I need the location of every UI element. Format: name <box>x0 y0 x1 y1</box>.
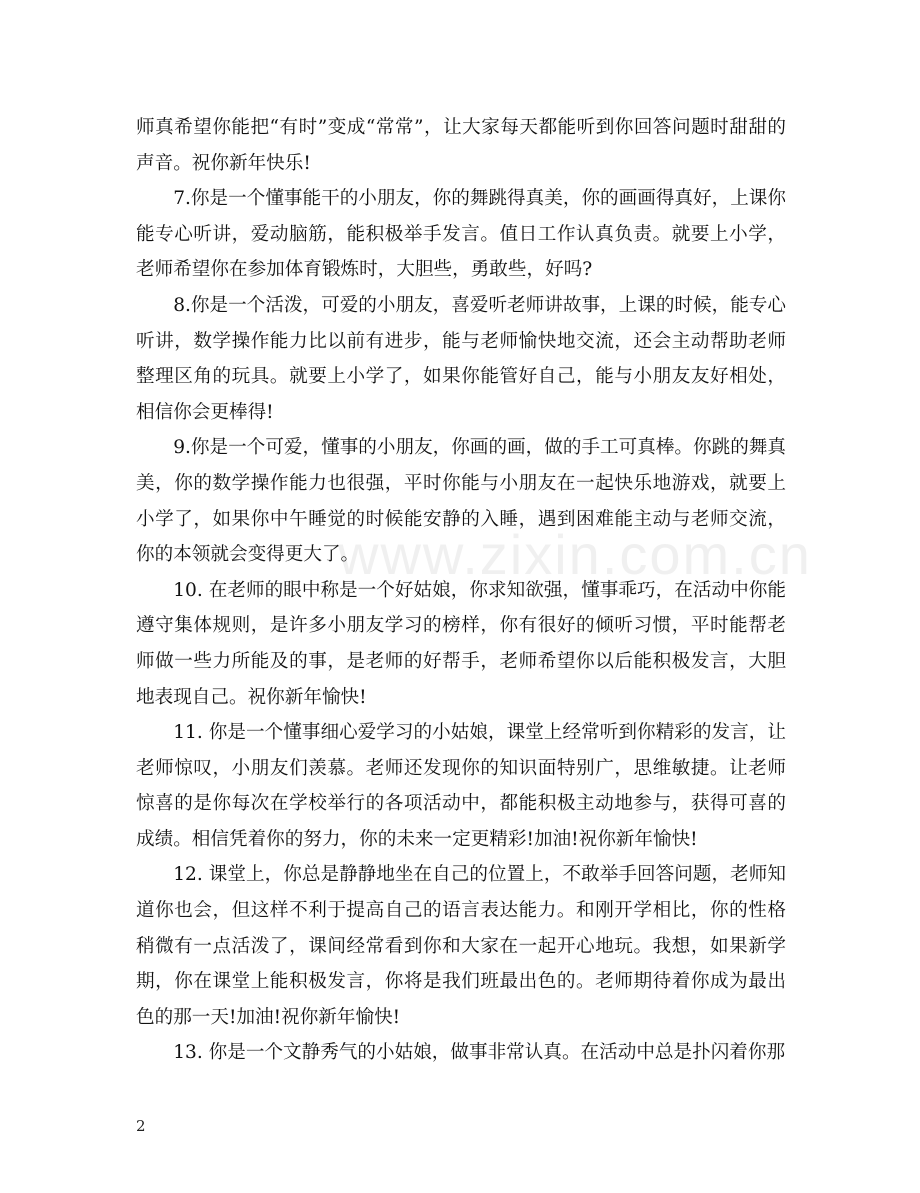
document-body <box>136 110 786 1071</box>
paragraph-8: 8.你是一个活泼，可爱的小朋友，喜爱听老师讲故事，上课的时候，能专心听讲，数学操作能力比以前有进步，能与老师愉快地交流，还会主动帮助老师整理区角的玩具。就要上小学了，如果你能管好自己，能与小朋友友好相处，相信你会更棒得! <box>136 294 786 423</box>
page-number: 2 <box>136 1117 146 1135</box>
paragraph-13: 13. 你是一个文静秀气的小姑娘，做事非常认真。在活动中总是扑闪着你那 <box>173 1042 786 1064</box>
paragraph-12: 12. 课堂上，你总是静静地坐在自己的位置上，不敢举手回答问题，老师知道你也会，但这样不利于提高自己的语言表达能力。和刚开学相比，你的性格稍微有一点活泼了，课间经常看到你和大家在一起开心地玩。我想，如果新学期，你在课堂上能积极发言，你将是我们班最出色的。老师期待着你成为最出色的那一天!加油!祝你新年愉快! <box>136 864 786 1028</box>
paragraph-1: 师真希望你能把“有时”变成“常常”，让大家每天都能听到你回答问题时甜甜的声音。祝你新年快乐! <box>136 117 786 174</box>
paragraph-9: 9.你是一个可爱，懂事的小朋友，你画的画，做的手工可真棒。你跳的舞真美，你的数学操作能力也很强，平时你能与小朋友在一起快乐地游戏，就要上小学了，如果你中午睡觉的时候能安静的入睡，遇到困难能主动与老师交流，你的本领就会变得更大了。 <box>136 437 786 566</box>
paragraph-10: 10. 在老师的眼中称是一个好姑娘，你求知欲强，懂事乖巧，在活动中你能遵守集体规则，是许多小朋友学习的榜样，你有很好的倾听习惯，平时能帮老师做一些力所能及的事，是老师的好帮手，老师希望你以后能积极发言，大胆地表现自己。祝你新年愉快! <box>136 579 786 708</box>
paragraph-11: 11. 你是一个懂事细心爱学习的小姑娘，课堂上经常听到你精彩的发言，让老师惊叹，小朋友们羡慕。老师还发现你的知识面特别广，思维敏捷。让老师惊喜的是你每次在学校举行的各项活动中，都能积极主动地参与，获得可喜的成绩。相信凭着你的努力，你的未来一定更精彩!加油!祝你新年愉快! <box>136 722 786 850</box>
watermark-text: www.zixin.com.cn <box>338 523 812 586</box>
paragraph-7: 7.你是一个懂事能干的小朋友，你的舞跳得真美，你的画画得真好，上课你能专心听讲，爱动脑筋，能积极举手发言。值日工作认真负责。就要上小学，老师希望你在参加体育锻炼时，大胆些，勇敢些，好吗? <box>136 188 786 281</box>
